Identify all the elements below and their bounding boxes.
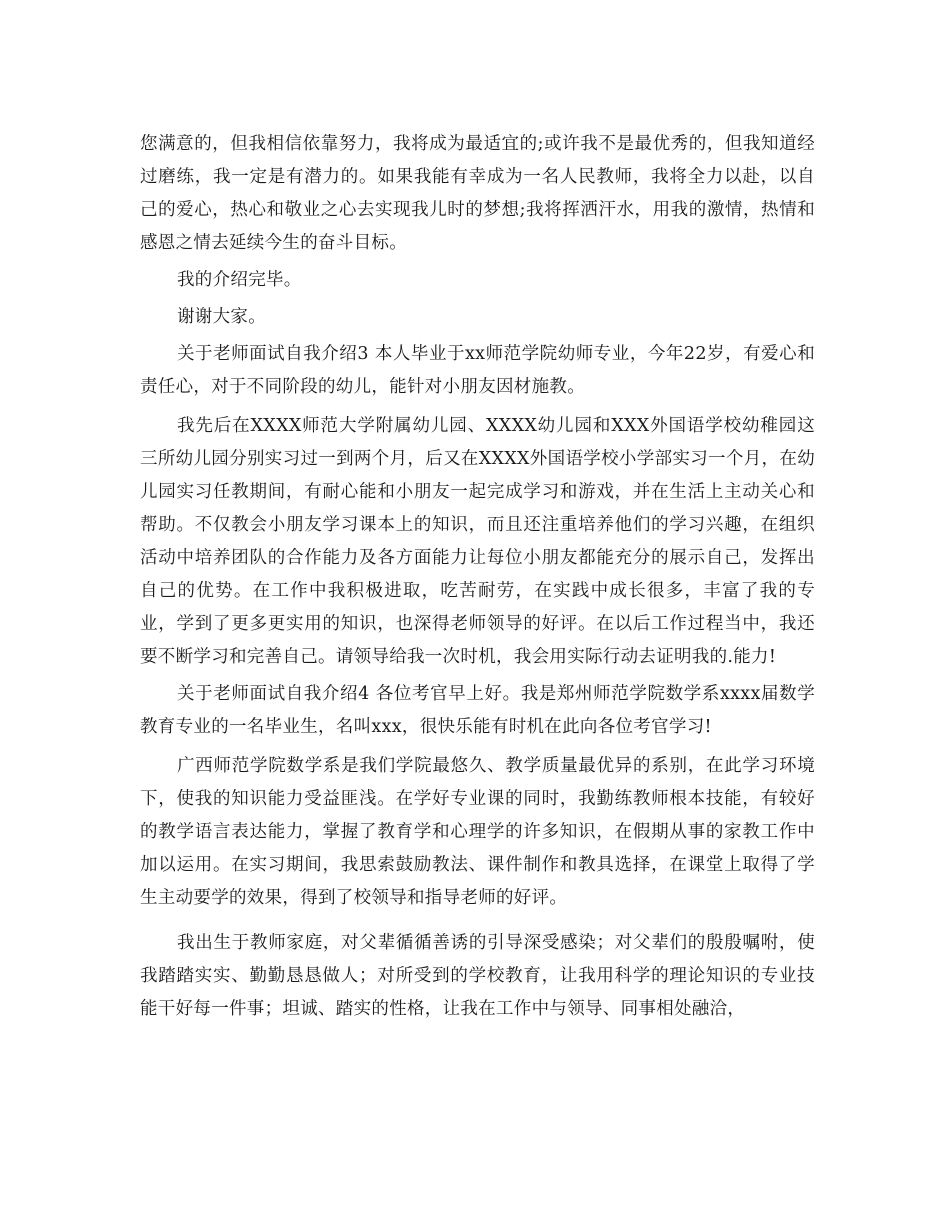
paragraph-internship: 我先后在XXXX师范大学附属幼儿园、XXXX幼儿园和XXX外国语学校幼稚园这三所幼儿园分别实习过一到两个月，后又在XXXX外国语学校小学部实习一个月，在幼儿园实习任教期间，有耐心能和小朋友一起完成学习和游戏，并在生活上主动关心和帮助。不仅教会小朋友学习课本上的知识，而且还注重培养他们的学习兴趣，在组织活动中培养团队的合作能力及各方面能力让每位小朋友都能充分的展示自己，发挥出自己的优势。在工作中我积极进取，吃苦耐劳，在实践中成长很多，丰富了我的专业，学到了更多更实用的知识，也深得老师领导的好评。在以后工作过程当中，我还要不断学习和完善自己。请领导给我一次时机，我会用实际行动去证明我的.能力! — [140, 416, 815, 667]
paragraph-family: 我出生于教师家庭，对父辈循循善诱的引导深受感染；对父辈们的殷殷嘱咐，使我踏踏实实、勤勤恳恳做人；对所受到的学校教育，让我用科学的理论知识的专业技能干好每一件事；坦诚、踏实的性格，让我在工作中与领导、同事相处融洽， — [140, 933, 815, 1019]
paragraph-closing: 我的介绍完毕。 — [177, 270, 302, 290]
paragraph-thanks: 谢谢大家。 — [177, 307, 266, 327]
paragraph-continuation: 您满意的，但我相信依靠努力，我将成为最适宜的;或许我不是最优秀的，但我知道经过磨练，我一定是有潜力的。如果我能有幸成为一名人民教师，我将全力以赴，以自己的爱心，热心和敬业之心去实现我儿时的梦想;我将挥洒汗水，用我的激情，热情和感恩之情去延续今生的奋斗目标。 — [140, 134, 815, 253]
paragraph-intro-3: 关于老师面试自我介绍3 本人毕业于xx师范学院幼师专业，今年22岁，有爱心和责任心，对于不同阶段的幼儿，能针对小朋友因材施教。 — [140, 344, 815, 397]
paragraph-math-dept: 广西师范学院数学系是我们学院最悠久、教学质量最优异的系别，在此学习环境下，使我的知识能力受益匪浅。在学好专业课的同时，我勤练教师根本技能，有较好的教学语言表达能力，掌握了教育学和心理学的许多知识，在假期从事的家教工作中加以运用。在实习期间，我思索鼓励教法、课件制作和教具选择，在课堂上取得了学生主动要学的效果，得到了校领导和指导老师的好评。 — [140, 756, 815, 908]
document-body — [140, 128, 815, 1026]
paragraph-intro-4: 关于老师面试自我介绍4 各位考官早上好。我是郑州师范学院数学系xxxx届数学教育专业的一名毕业生，名叫xxx，很快乐能有时机在此向各位考官学习! — [140, 684, 815, 737]
